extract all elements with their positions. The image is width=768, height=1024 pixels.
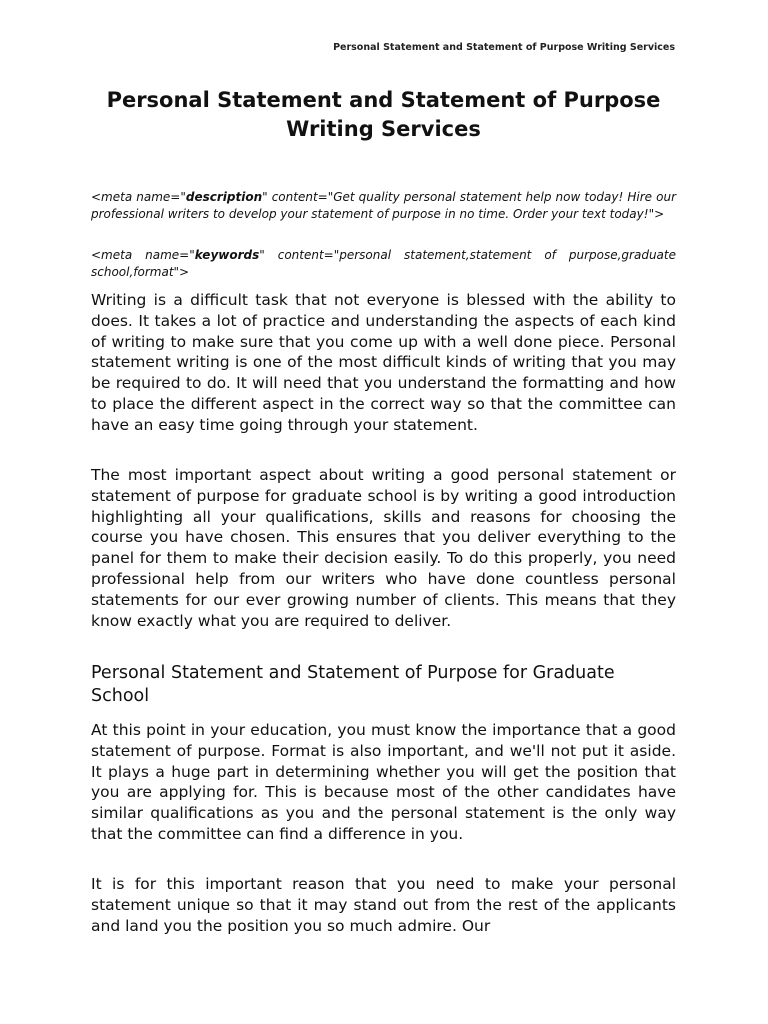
body-paragraph: It is for this important reason that you need to make your personal statement unique so that it may stand out from the rest of the applicants and land you the position you so much admire. Our xyxy=(91,875,676,935)
meta-keywords-prefix: <meta name=" xyxy=(91,248,195,262)
meta-description-line xyxy=(91,189,676,223)
body-paragraph: Writing is a difficult task that not everyone is blessed with the ability to does. It takes a lot of practice and understanding the aspects of each kind of writing to make sure that you come up with a well done piece. Personal statement writing is one of the most difficult kinds of writing that you may be required to do. It will need that you understand the formatting and how to place the different aspect in the correct way so that the committee can have an easy time going through your statement. xyxy=(91,291,676,434)
body-paragraph: At this point in your education, you must know the importance that a good statement of purpose. Format is also important, and we'll not put it aside. It plays a huge part in determining whether you will get the position that you are applying for. This is because most of the other candidates have similar qualifications as you and the personal statement is the only way that the committee can find a difference in you. xyxy=(91,721,676,843)
meta-keywords-name: keywords xyxy=(194,248,260,262)
running-header: Personal Statement and Statement of Purpose Writing Services xyxy=(333,42,675,53)
meta-keywords-line xyxy=(91,247,676,281)
body-paragraph: The most important aspect about writing a good personal statement or statement of purpose for graduate school is by writing a good introduction highlighting all your qualifications, skills and reasons for choosing the course you have chosen. This ensures that you deliver everything to the panel for them to make their decision easily. To do this properly, you need professional help from our writers who have done countless personal statements for our ever growing number of clients. This means that they know exactly what you are required to deliver. xyxy=(91,466,676,630)
section-heading: Personal Statement and Statement of Purpose for Graduate School xyxy=(91,663,615,706)
meta-keywords-content: " content="personal statement,statement of purpose,graduate school,format"> xyxy=(91,248,676,279)
meta-description-name: description xyxy=(185,190,263,204)
meta-description-prefix: <meta name=" xyxy=(91,190,186,204)
document-title: Personal Statement and Statement of Purpose Writing Services xyxy=(106,88,661,141)
meta-description-content: " content="Get quality personal statement help now today! Hire our professional writers to develop your statement of purpose in no time. Order your text today!"> xyxy=(91,190,677,221)
